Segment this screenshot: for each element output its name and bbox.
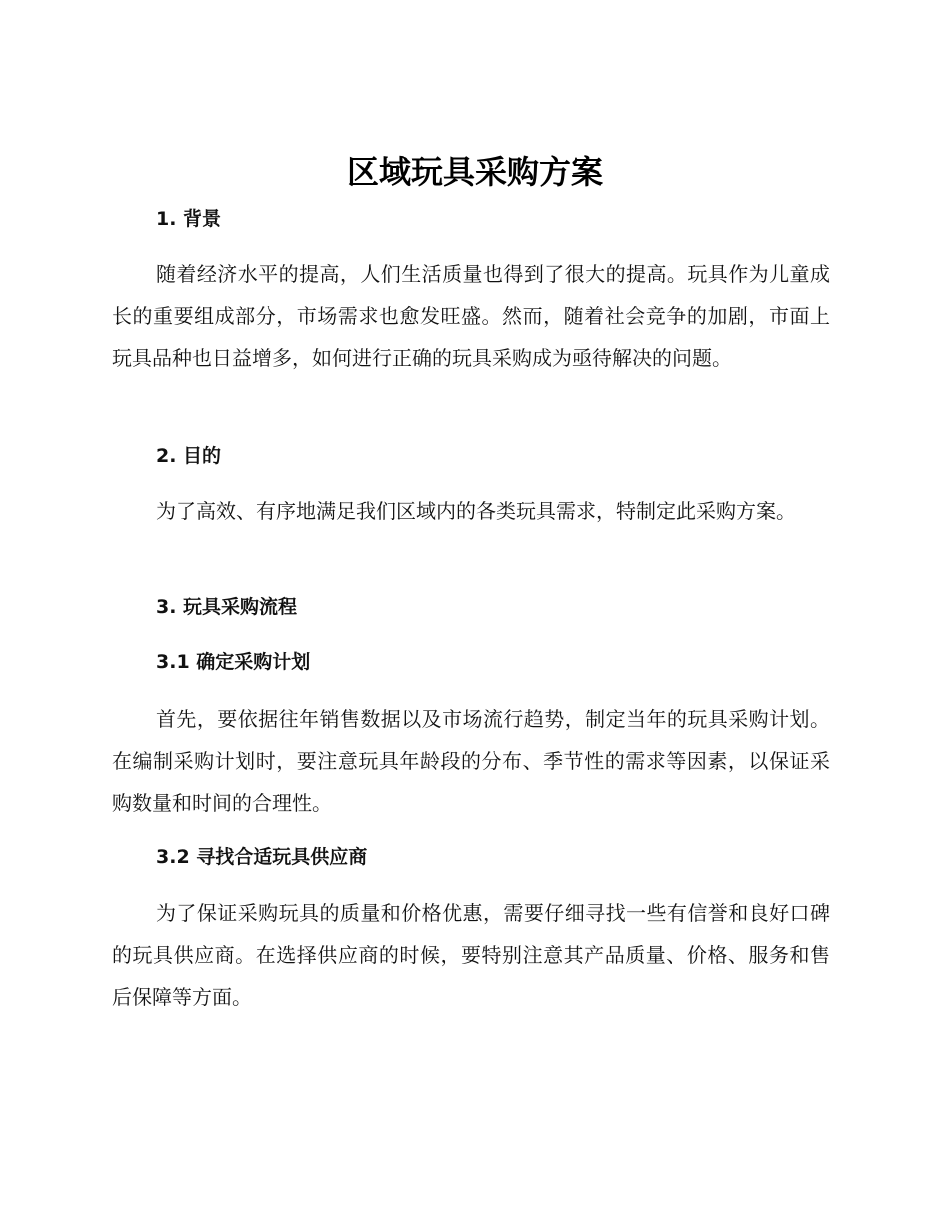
- document-title: 区域玩具采购方案: [346, 153, 603, 191]
- section-paragraph-procurement-plan: 首先，要依据往年销售数据以及市场流行趋势，制定当年的玩具采购计划。在编制采购计划时，要注意玩具年龄段的分布、季节性的需求等因素，以保证采购数量和时间的合理性。: [112, 707, 830, 815]
- section-heading-background: 1. 背景: [156, 208, 222, 230]
- section-heading-find-suppliers: 3.2 寻找合适玩具供应商: [156, 846, 368, 868]
- section-paragraph-purpose: 为了高效、有序地满足我们区域内的各类玩具需求，特制定此采购方案。: [156, 499, 796, 523]
- section-heading-purpose: 2. 目的: [156, 445, 222, 467]
- section-paragraph-find-suppliers: 为了保证采购玩具的质量和价格优惠，需要仔细寻找一些有信誉和良好口碑的玩具供应商。在选择供应商的时候，要特别注意其产品质量、价格、服务和售后保障等方面。: [112, 901, 830, 1009]
- section-paragraph-background: 随着经济水平的提高，人们生活质量也得到了很大的提高。玩具作为儿童成长的重要组成部分，市场需求也愈发旺盛。然而，随着社会竞争的加剧，市面上玩具品种也日益增多，如何进行正确的玩具采购成为亟待解决的问题。: [112, 262, 830, 370]
- section-heading-procurement-plan: 3.1 确定采购计划: [156, 651, 311, 673]
- section-heading-procurement-process: 3. 玩具采购流程: [156, 596, 298, 618]
